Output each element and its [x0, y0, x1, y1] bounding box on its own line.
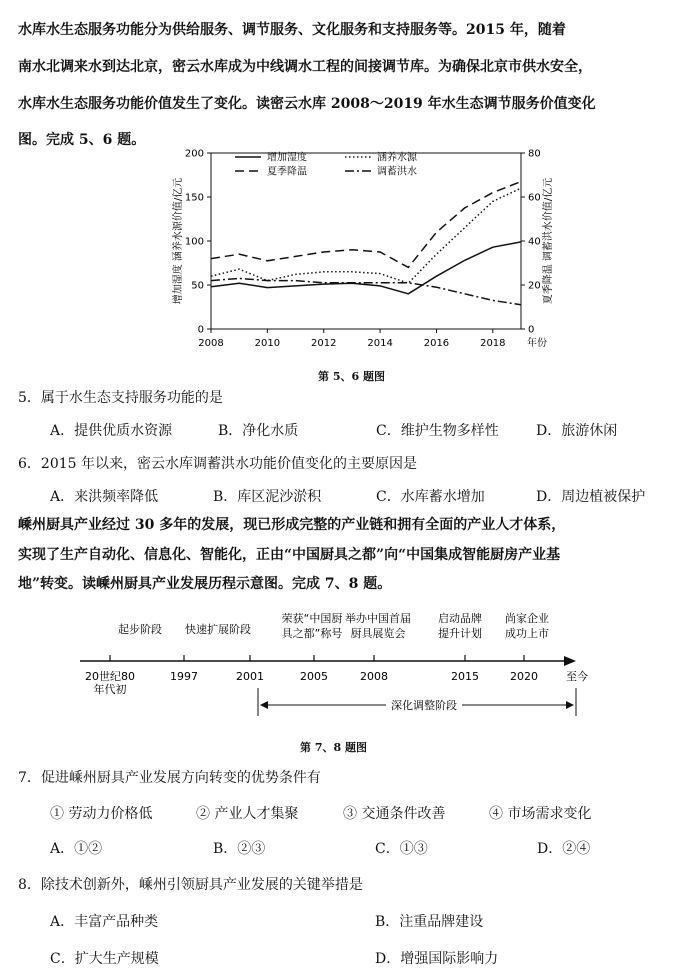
passage-2-line-1: 嵊州厨具产业经过 30 多年的发展，现已形成完整的产业链和拥有全面的产业人才体系，	[18, 517, 566, 533]
year-2005: 2005	[300, 670, 328, 683]
legend-label-1: 增加湿度	[267, 152, 307, 164]
q5-option-a[interactable]: A．提供优质水资源	[50, 423, 173, 439]
year-1997: 1997	[170, 670, 198, 683]
event-brand-line-1: 启动品牌	[438, 612, 482, 625]
x-unit-label: 年份	[527, 338, 547, 349]
left-tick-label: 100	[184, 236, 204, 248]
year-present: 至今	[566, 670, 588, 683]
passage-2-line-2: 实现了生产自动化、信息化、智能化，正由“中国厨具之都”向“中国集成智能厨房产业基	[18, 547, 561, 563]
passage-1-line-1: 水库水生态服务功能分为供给服务、调节服务、文化服务和支持服务等。2015 年，随着	[18, 22, 566, 38]
legend-label-2: 涵养水源	[377, 152, 417, 164]
year-2001: 2001	[236, 670, 264, 683]
q6-option-c[interactable]: C．水库蓄水增加	[376, 489, 485, 505]
x-tick-label: 2014	[367, 338, 393, 349]
year-2008: 2008	[360, 670, 388, 683]
event-rapid-expansion: 快速扩展阶段	[185, 623, 251, 636]
q8-option-a[interactable]: A．丰富产品种类	[50, 914, 159, 930]
x-tick-label: 2012	[311, 338, 337, 349]
q8-option-d[interactable]: D．增强国际影响力	[375, 951, 499, 967]
q7-option-c[interactable]: C．①③	[375, 841, 428, 857]
q5-option-b[interactable]: B．净化水质	[218, 423, 299, 439]
q8-option-b[interactable]: B．注重品牌建设	[375, 914, 484, 930]
x-tick-label: 2016	[423, 338, 450, 349]
event-award-line-2: 具之都”称号	[281, 627, 343, 640]
event-expo-line-1: 举办中国首届	[345, 612, 411, 625]
question-8-stem: 8．除技术创新外，嵊州引领厨具产业发展的关键举措是	[18, 877, 363, 893]
q6-option-a[interactable]: A．来洪频率降低	[50, 489, 159, 505]
q7-choice-2: ② 产业人才集聚	[196, 806, 299, 822]
q7-option-d[interactable]: D．②④	[537, 841, 591, 857]
stage-deep-adjustment: 深化调整阶段	[391, 699, 457, 712]
year-2020: 2020	[510, 670, 538, 683]
q7-choice-3: ③ 交通条件改善	[343, 806, 446, 822]
q6-option-b[interactable]: B．库区泥沙淤积	[213, 489, 322, 505]
event-award-line-1: 荣获“中国厨	[281, 612, 343, 625]
right-tick-label: 20	[528, 280, 541, 292]
left-tick-label: 200	[184, 148, 204, 160]
passage-1-line-2: 南水北调来水到达北京，密云水库成为中线调水工程的间接调节库。为确保北京市供水安全，	[18, 59, 592, 75]
passage-1-line-4: 图。完成 5、6 题。	[18, 132, 146, 148]
right-tick-label: 60	[528, 192, 541, 204]
industry-timeline-diagram	[80, 606, 620, 731]
series-line-4	[211, 278, 521, 304]
q7-option-a[interactable]: A．①②	[50, 841, 103, 857]
series-line-1	[211, 242, 521, 294]
timeline-arrow	[564, 656, 576, 666]
q5-option-d[interactable]: D．旅游休闲	[536, 423, 618, 439]
event-listing-line-1: 尚家企业	[505, 612, 549, 625]
legend-label-4: 调蓄洪水	[377, 166, 417, 178]
passage-2-line-3: 地”转变。读嵊州厨具产业发展历程示意图。完成 7、8 题。	[18, 576, 392, 592]
right-tick-label: 0	[528, 324, 535, 336]
right-axis-label: 夏季降温 调蓄洪水价值/亿元	[543, 177, 554, 305]
q8-option-c[interactable]: C．扩大生产规模	[50, 951, 159, 967]
question-6-stem: 6．2015 年以来，密云水库调蓄洪水功能价值变化的主要原因是	[18, 456, 417, 472]
x-tick-label: 2018	[480, 338, 506, 349]
figure-1-caption: 第 5、6 题图	[318, 370, 385, 383]
series-line-3	[211, 182, 521, 268]
right-tick-label: 80	[528, 148, 541, 160]
right-tick-label: 40	[528, 236, 541, 248]
year-1980s-line-2: 年代初	[93, 683, 127, 696]
x-tick-label: 2008	[198, 338, 224, 349]
event-expo-line-2: 厨具展览会	[350, 627, 406, 640]
year-1980s-line-1: 20世纪80	[85, 670, 135, 683]
left-axis-label: 增加湿度 涵养水源价值/亿元	[173, 177, 184, 305]
year-2015: 2015	[451, 670, 479, 683]
event-start-stage: 起步阶段	[118, 623, 162, 636]
q6-option-d[interactable]: D．周边植被保护	[536, 489, 646, 505]
figure-2-caption: 第 7、8 题图	[300, 741, 367, 754]
left-tick-label: 50	[191, 280, 204, 292]
legend-label-3: 夏季降温	[267, 166, 307, 178]
passage-1-line-3: 水库水生态服务功能价值发生了变化。读密云水库 2008～2019 年水生态调节服务价值变化	[18, 96, 596, 112]
q7-choice-4: ④ 市场需求变化	[489, 806, 592, 822]
question-5-stem: 5．属于水生态支持服务功能的是	[18, 390, 223, 406]
water-ecology-value-chart	[165, 144, 560, 356]
plot-frame	[211, 153, 521, 329]
left-tick-label: 150	[184, 192, 204, 204]
left-tick-label: 0	[197, 324, 204, 336]
question-7-stem: 7．促进嵊州厨具产业发展方向转变的优势条件有	[18, 770, 321, 786]
event-brand-line-2: 提升计划	[438, 627, 482, 640]
event-listing-line-2: 成功上市	[505, 627, 549, 640]
q7-option-b[interactable]: B．②③	[213, 841, 266, 857]
q7-choice-1: ① 劳动力价格低	[50, 806, 153, 822]
q5-option-c[interactable]: C．维护生物多样性	[376, 423, 499, 439]
x-tick-label: 2010	[254, 338, 281, 349]
